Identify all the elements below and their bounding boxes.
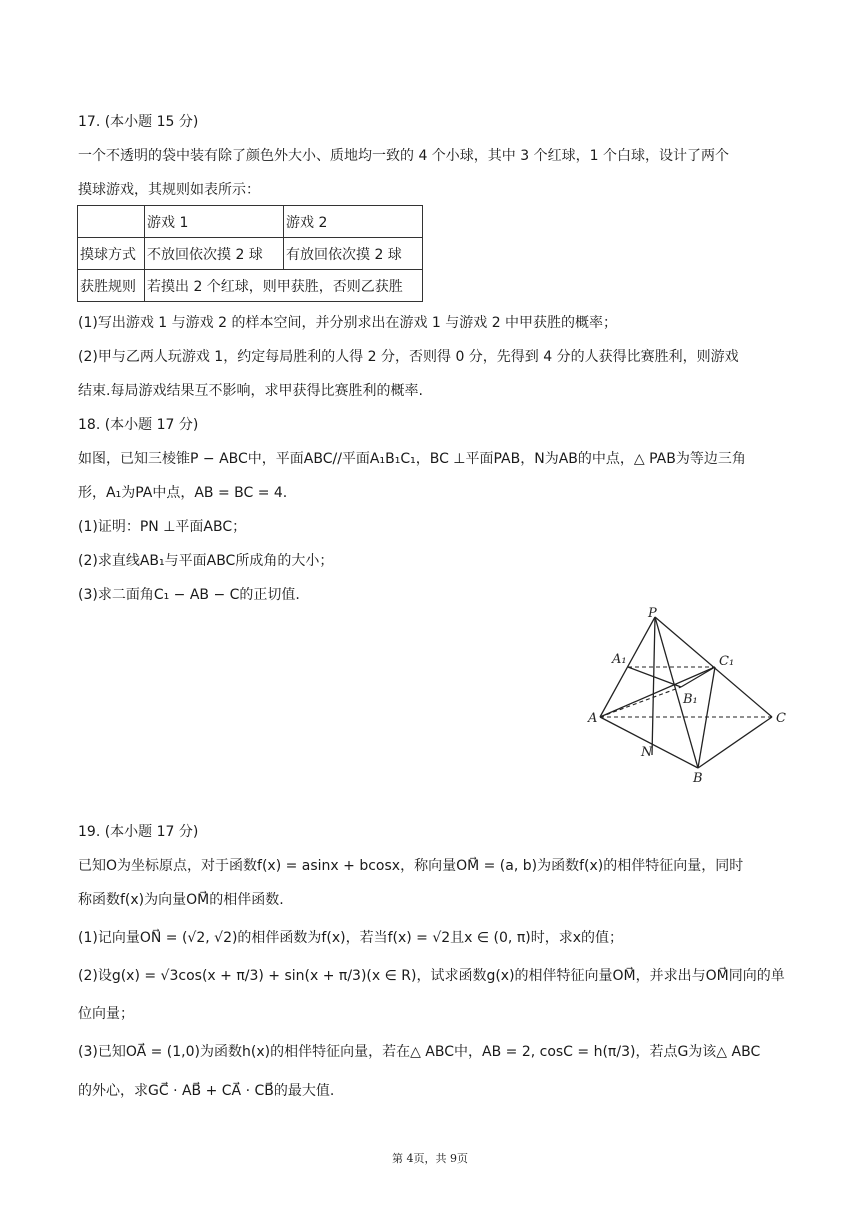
q17-part2-line1: (2)甲与乙两人玩游戏 1，约定每局胜利的人得 2 分，否则得 0 分，先得到 4 分的人获得比赛胜利，则游戏 — [78, 349, 739, 365]
q19-intro-line2: 称函数f(x)为向量OM⃗的相伴函数. — [78, 892, 284, 908]
q18-heading: 18. (本小题 17 分) — [78, 417, 199, 433]
q17-part1: (1)写出游戏 1 与游戏 2 的样本空间，并分别求出在游戏 1 与游戏 2 中甲获胜的概率； — [78, 315, 618, 331]
edge-A1B1 — [628, 667, 681, 687]
edge-PA — [600, 617, 655, 717]
q19-part1: (1)记向量ON⃗ = (√2, √2)的相伴函数为f(x)，若当f(x) = √2且x ∈ (0, π)时，求x的值； — [78, 930, 623, 946]
label-P: P — [648, 606, 657, 621]
edge-AB — [600, 717, 698, 768]
label-C: C — [776, 711, 786, 726]
table-cell: 获胜规则 — [78, 270, 145, 302]
pyramid-figure — [585, 605, 795, 790]
table-cell: 若摸出 2 个红球，则甲获胜，否则乙获胜 — [145, 270, 423, 302]
table-cell: 游戏 2 — [284, 206, 423, 238]
q17-intro-line1: 一个不透明的袋中装有除了颜色外大小、质地均一致的 4 个小球，其中 3 个红球，1 个白球，设计了两个 — [78, 148, 729, 164]
edge-BC — [698, 717, 772, 768]
table-row — [78, 270, 423, 302]
q19-part2-line2: 位向量； — [78, 1006, 134, 1022]
table-row — [78, 238, 423, 270]
table-cell: 不放回依次摸 2 球 — [145, 238, 284, 270]
label-B1: B₁ — [683, 692, 698, 707]
q19-heading: 19. (本小题 17 分) — [78, 824, 199, 840]
q18-intro-line1: 如图，已知三棱锥P − ABC中，平面ABC//平面A₁B₁C₁，BC ⊥平面PAB，N为AB的中点，△ PAB为等边三角 — [78, 451, 746, 467]
page-number-footer: 第 4页，共 9页 — [392, 1152, 468, 1165]
label-N: N — [641, 745, 653, 760]
label-B: B — [693, 771, 703, 786]
q18-part3: (3)求二面角C₁ − AB − C的正切值. — [78, 587, 300, 603]
table-cell — [78, 206, 145, 238]
table-cell: 有放回依次摸 2 球 — [284, 238, 423, 270]
label-C1: C₁ — [719, 654, 735, 669]
q19-part3-line1: (3)已知OA⃗ = (1,0)为函数h(x)的相伴特征向量，若在△ ABC中，AB = 2, cosC = h(π/3)，若点G为该△ ABC — [78, 1044, 761, 1060]
line-PN — [652, 617, 655, 755]
q19-intro-line1: 已知O为坐标原点，对于函数f(x) = asinx + bcosx，称向量OM⃗ = (a, b)为函数f(x)的相伴特征向量，同时 — [78, 858, 744, 874]
q17-heading: 17. (本小题 15 分) — [78, 114, 199, 130]
edge-B1C1 — [681, 667, 715, 687]
q19-part2-line1: (2)设g(x) = √3cos(x + π/3) + sin(x + π/3)(x ∈ R)，试求函数g(x)的相伴特征向量OM⃗，并求出与OM⃗同向的单 — [78, 968, 785, 984]
q18-part2: (2)求直线AB₁与平面ABC所成角的大小； — [78, 553, 334, 569]
q18-intro-line2: 形，A₁为PA中点，AB = BC = 4. — [78, 485, 288, 501]
q17-part2-line2: 结束.每局游戏结果互不影响，求甲获得比赛胜利的概率. — [78, 383, 423, 399]
hidden-line-AB1 — [600, 687, 681, 717]
table-cell: 游戏 1 — [145, 206, 284, 238]
label-A1: A₁ — [612, 652, 627, 667]
table-row — [78, 206, 423, 238]
label-A: A — [588, 711, 598, 726]
q18-part1: (1)证明：PN ⊥平面ABC； — [78, 519, 247, 535]
game-rules-table — [77, 205, 423, 302]
table-cell: 摸球方式 — [78, 238, 145, 270]
q17-intro-line2: 摸球游戏，其规则如表所示： — [78, 182, 260, 198]
q19-part3-line2: 的外心，求GC⃗ · AB⃗ + CA⃗ · CB⃗的最大值. — [78, 1083, 335, 1099]
